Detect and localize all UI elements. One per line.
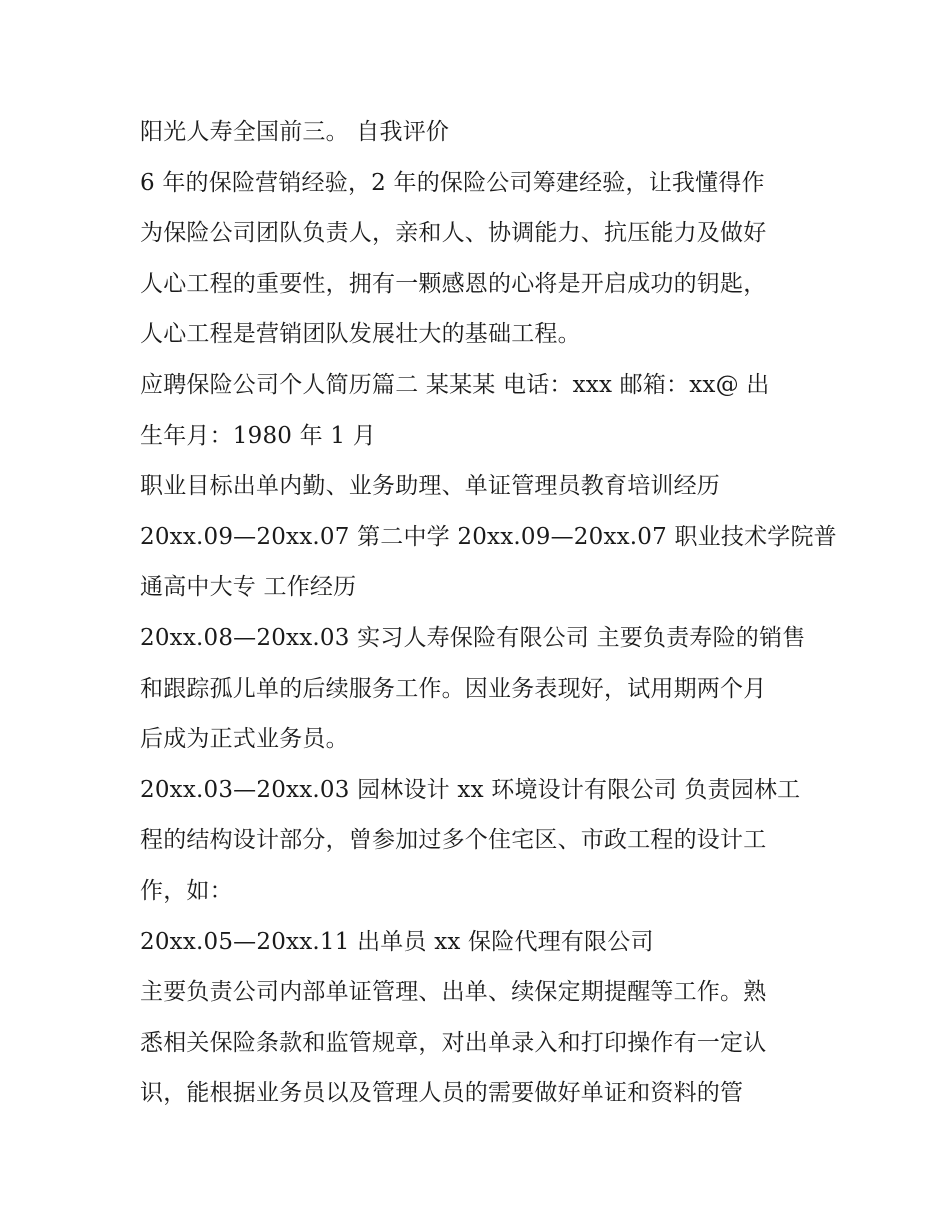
text-line: 职业目标出单内勤、业务助理、单证管理员教育培训经历	[140, 473, 720, 500]
text-line: 6 年的保险营销经验，2 年的保险公司筹建经验，让我懂得作	[140, 169, 765, 196]
text-line: 后成为正式业务员。	[140, 726, 349, 753]
text-line: 人心工程是营销团队发展壮大的基础工程。	[140, 321, 581, 348]
text-line: 为保险公司团队负责人，亲和人、协调能力、抗压能力及做好	[140, 220, 767, 247]
text-line: 20xx.08—20xx.03 实习人寿保险有限公司 主要负责寿险的销售	[140, 624, 806, 651]
text-line: 20xx.09—20xx.07 第二中学 20xx.09—20xx.07 职业技术学院普	[140, 523, 837, 550]
text-line: 和跟踪孤儿单的后续服务工作。因业务表现好，试用期两个月	[140, 675, 767, 702]
text-line: 人心工程的重要性，拥有一颗感恩的心将是开启成功的钥匙，	[140, 270, 767, 297]
document-body	[140, 107, 837, 1119]
text-line: 阳光人寿全国前三。 自我评价	[140, 119, 450, 145]
text-line: 应聘保险公司个人简历篇二 某某某 电话：xxx 邮箱：xx@ 出	[140, 371, 770, 398]
text-line: 20xx.03—20xx.03 园林设计 xx 环境设计有限公司 负责园林工	[140, 776, 801, 803]
text-line: 悉相关保险条款和监管规章，对出单录入和打印操作有一定认	[140, 1029, 767, 1056]
text-line: 生年月：1980 年 1 月	[140, 422, 376, 449]
text-line: 主要负责公司内部单证管理、出单、续保定期提醒等工作。熟	[140, 979, 767, 1006]
text-line: 识，能根据业务员以及管理人员的需要做好单证和资料的管	[140, 1080, 744, 1107]
text-line: 作，如：	[140, 877, 233, 904]
text-line: 程的结构设计部分，曾参加过多个住宅区、市政工程的设计工	[140, 827, 767, 854]
text-line: 通高中大专 工作经历	[140, 574, 357, 601]
text-line: 20xx.05—20xx.11 出单员 xx 保险代理有限公司	[140, 928, 654, 955]
